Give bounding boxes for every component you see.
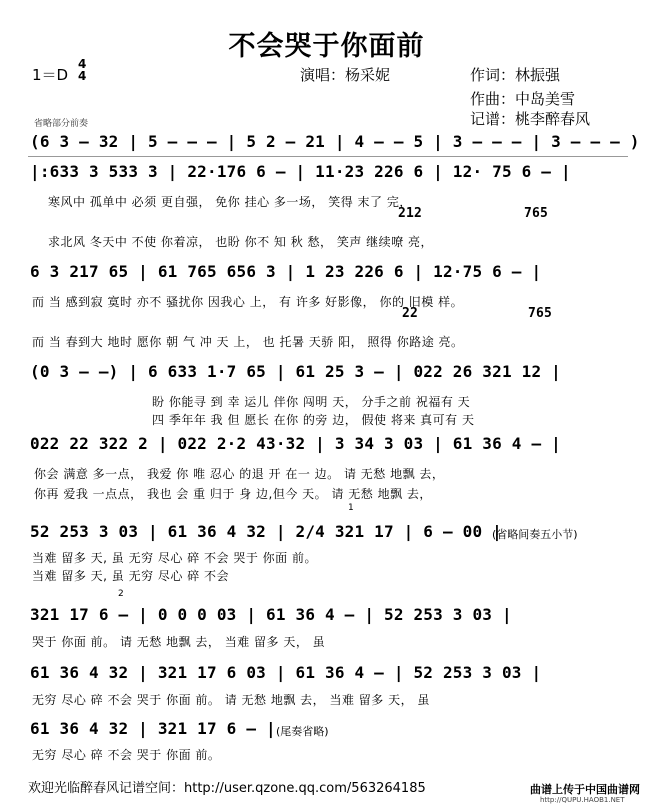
intro-note: 省略部分前奏 [34,119,89,129]
score-line-9: 61 36 4 32 | 321 17 6 – | [30,719,276,738]
composer-credit: 作曲：中岛美雪 [470,90,576,108]
score-line-4: (0 3 – –) | 6 633 1·7 65 | 61 25 3 – | 022 26 321 12 | [30,362,561,381]
time-denominator: 4 [78,69,87,83]
footer-text: 欢迎光临醉春风记谱空间：http://user.qzone.qq.com/563264185 [28,781,426,796]
outro-note: (尾奏省略) [276,725,329,738]
site-credit: 曲谱上传于中国曲谱网 [530,783,640,796]
score-line-2: |:633 3 533 3 | 22·176 6 – | 11·23 226 6 | 12· 75 6 – | [30,162,571,181]
singer-credit: 演唱：杨采妮 [300,66,391,84]
lyric-line-4a: 盼 你能寻 到 幸 运儿 伴你 闯明 天， 分手之前 祝福有 天 [152,395,471,409]
key-signature: 1＝D [32,66,69,84]
alt-notes-3b: 765 [528,306,553,321]
lyric-line-9: 无穷 尽心 碎 不会 哭于 你面 前。 [32,748,221,762]
time-signature [78,58,86,82]
page-title: 不会哭于你面前 [228,31,425,62]
lyric-line-7: 哭于 你面 前。 请 无愁 地飘 去， 当难 留多 天， 虽 [32,635,326,649]
lyric-line-2a: 寒风中 孤单中 必须 更自强， 免你 挂心 多一场， 笑得 末了 完， [48,195,412,209]
alt-notes-3a: 22 [402,306,419,321]
score-line-1: (6 3 – 32 | 5 – – – | 5 2 – 21 | 4 – – 5 | 3 – – – | 3 – – – ) [30,132,640,151]
site-url: http://QUPU.HAOB1.NET [540,796,625,804]
alt-notes-2b: 765 [524,206,549,221]
lyric-line-5b: 你再 爱我 一点点， 我也 会 重 归于 身 边,但今 天。 请 无愁 地飘 去， [34,487,432,501]
time-numerator: 4 [78,57,87,71]
score-line-3: 6 3 217 65 | 61 765 656 3 | 1 23 226 6 | 12·75 6 – | [30,262,542,281]
lyric-line-4b: 四 季年年 我 但 愿长 在你 的旁 边， 假使 将来 真可有 天 [152,413,475,427]
lyric-line-5a: 你会 满意 多一点， 我爱 你 唯 忍心 的退 开 在一 边。 请 无愁 地飘 去， [34,467,445,481]
lyric-line-6a: 当难 留多 天, 虽 无穷 尽心 碎 不会 哭于 你面 前。 [32,551,317,565]
score-line-8: 61 36 4 32 | 321 17 6 03 | 61 36 4 – | 52 253 3 03 | [30,663,542,682]
interlude-note: (省略间奏五小节) [492,528,578,541]
score-line-5: 022 22 322 2 | 022 2·2 43·32 | 3 34 3 03 | 61 36 4 – | [30,434,561,453]
ending-mark-1: 1 [348,503,354,513]
lyric-line-3a: 而 当 感到寂 寞时 亦不 骚扰你 因我心 上， 有 许多 好影像， 你的 旧模 样。 [32,295,464,309]
score-line-6: 52 253 3 03 | 61 36 4 32 | 2/4 321 17 | 6 – 00 | [30,522,502,541]
lyric-line-3b: 而 当 春到大 地时 愿你 朝 气 冲 天 上， 也 托暑 天骄 阳， 照得 你路途 亮。 [32,335,464,349]
score-line-7: 321 17 6 – | 0 0 0 03 | 61 36 4 – | 52 253 3 03 | [30,605,512,624]
lyric-line-8: 无穷 尽心 碎 不会 哭于 你面 前。 请 无愁 地飘 去， 当难 留多 天， 虽 [32,693,430,707]
lyric-line-2b: 求北风 冬天中 不使 你着凉， 也盼 你不 知 秋 愁， 笑声 继续嘹 亮， [48,235,433,249]
ending-mark-2: 2 [118,589,124,599]
divider [28,156,628,157]
lyric-line-6b: 当难 留多 天, 虽 无穷 尽心 碎 不会 [32,569,230,583]
lyricist-credit: 作词：林振强 [470,66,561,84]
alt-notes-2a: 212 [398,206,423,221]
transcriber-credit: 记谱：桃李醉春风 [470,110,591,128]
